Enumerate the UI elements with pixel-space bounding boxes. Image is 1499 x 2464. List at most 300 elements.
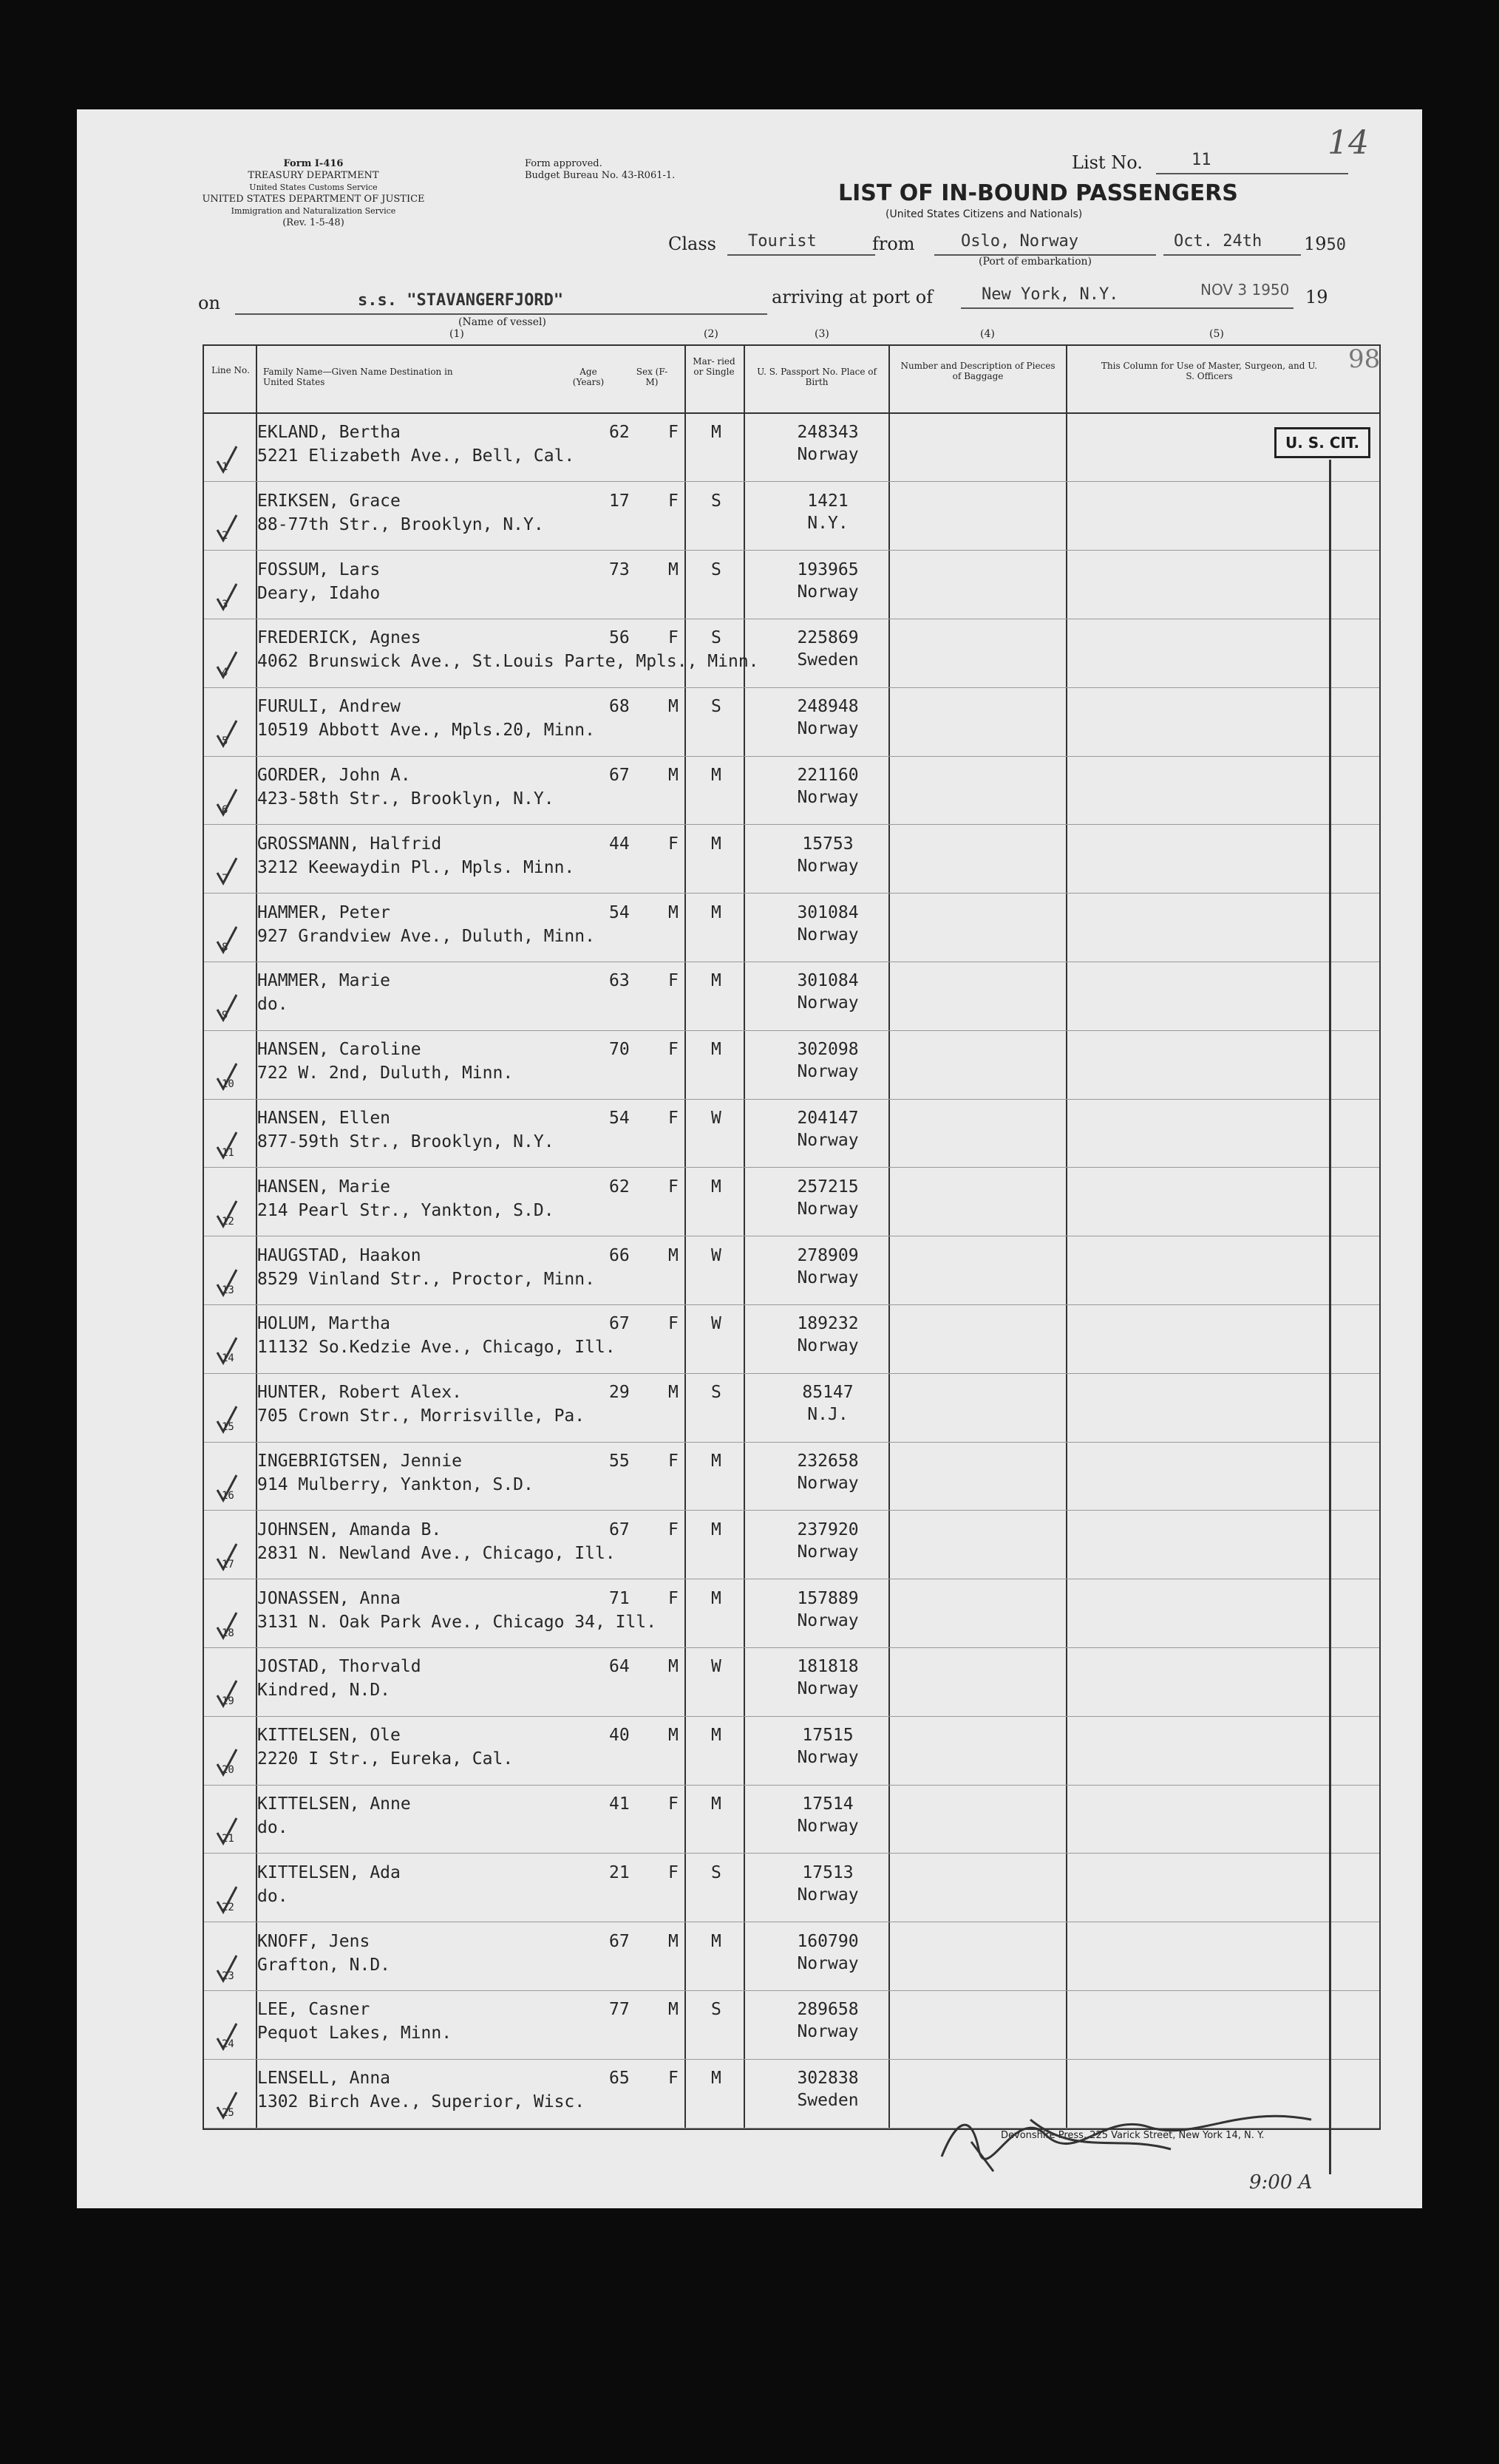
line-number: 6 bbox=[222, 804, 228, 816]
check-mark-icon bbox=[216, 788, 238, 817]
place-of-birth: Norway bbox=[797, 1679, 859, 1699]
table-row bbox=[204, 1511, 1379, 1579]
table-row bbox=[204, 962, 1379, 1030]
table-row bbox=[204, 1923, 1379, 1991]
check-mark-icon bbox=[216, 993, 238, 1023]
budget-bureau: Budget Bureau No. 43-R061-1. bbox=[525, 170, 676, 181]
passenger-name: KITTELSEN, Ole bbox=[257, 1726, 401, 1746]
table-row bbox=[204, 894, 1379, 962]
passenger-name: ERIKSEN, Grace bbox=[257, 491, 401, 511]
passenger-name: HAMMER, Marie bbox=[257, 971, 391, 991]
place-of-birth: Norway bbox=[797, 856, 859, 876]
header-officers: This Column for Use of Master, Surgeon, and U. S. Officers bbox=[1101, 361, 1318, 381]
passenger-marital-status: M bbox=[711, 902, 721, 922]
passenger-sex: F bbox=[668, 423, 679, 442]
year-prefix bbox=[1304, 234, 1346, 254]
passenger-address: 88-77th Str., Brooklyn, N.Y. bbox=[257, 514, 544, 534]
check-mark-icon bbox=[216, 1131, 238, 1160]
table-row bbox=[204, 688, 1379, 756]
table-row bbox=[204, 414, 1379, 482]
passenger-sex: F bbox=[668, 1314, 679, 1334]
passport-number: 157889 bbox=[797, 1588, 859, 1608]
passenger-marital-status: M bbox=[711, 1794, 721, 1814]
passport-number: 248343 bbox=[797, 423, 859, 442]
passenger-sex: M bbox=[668, 697, 679, 717]
passenger-sex: M bbox=[668, 1245, 679, 1265]
passenger-name: KITTELSEN, Ada bbox=[257, 1862, 401, 1882]
passenger-name: HANSEN, Marie bbox=[257, 1177, 391, 1197]
manifest-page bbox=[77, 109, 1422, 2208]
passenger-name: FREDERICK, Agnes bbox=[257, 628, 421, 648]
passenger-name: LENSELL, Anna bbox=[257, 2069, 391, 2089]
us-citizen-stamp: U. S. CIT. bbox=[1274, 427, 1370, 458]
line-number: 19 bbox=[222, 1695, 234, 1708]
place-of-birth: Norway bbox=[797, 445, 859, 464]
table-row bbox=[204, 1031, 1379, 1099]
passenger-address: Deary, Idaho bbox=[257, 583, 381, 603]
place-of-birth: Norway bbox=[797, 719, 859, 739]
passenger-sex: F bbox=[668, 1519, 679, 1539]
list-number-underline bbox=[1156, 173, 1348, 174]
arrival-underline bbox=[961, 307, 1294, 309]
passenger-sex: M bbox=[668, 902, 679, 922]
passenger-name: LEE, Casner bbox=[257, 2000, 370, 2020]
passenger-sex: F bbox=[668, 834, 679, 854]
table-row bbox=[204, 1374, 1379, 1442]
passenger-address: 5221 Elizabeth Ave., Bell, Cal. bbox=[257, 446, 575, 466]
passenger-age: 73 bbox=[609, 559, 630, 579]
passport-number: 301084 bbox=[797, 971, 859, 991]
arrival-port: New York, N.Y. bbox=[982, 285, 1119, 304]
passenger-address: Grafton, N.D. bbox=[257, 1955, 391, 1975]
place-of-birth: Norway bbox=[797, 1267, 859, 1287]
passenger-address: 927 Grandview Ave., Duluth, Minn. bbox=[257, 926, 595, 946]
passenger-age: 41 bbox=[609, 1794, 630, 1814]
passport-number: 237920 bbox=[797, 1519, 859, 1539]
on-label: on bbox=[198, 293, 220, 313]
passenger-marital-status: S bbox=[711, 1862, 721, 1882]
passport-number: 289658 bbox=[797, 2000, 859, 2020]
line-number: 11 bbox=[222, 1147, 234, 1159]
list-number-label: List No. bbox=[1072, 152, 1143, 173]
passenger-address: do. bbox=[257, 995, 288, 1015]
place-of-birth: Norway bbox=[797, 1131, 859, 1150]
passenger-name: EKLAND, Bertha bbox=[257, 423, 401, 442]
passenger-name: HANSEN, Caroline bbox=[257, 1040, 421, 1060]
passport-number: 232658 bbox=[797, 1451, 859, 1471]
passenger-sex: F bbox=[668, 1109, 679, 1128]
arrival-year-prefix: 19 bbox=[1305, 287, 1328, 307]
passenger-age: 56 bbox=[609, 628, 630, 648]
passenger-age: 54 bbox=[609, 902, 630, 922]
passport-number: 301084 bbox=[797, 902, 859, 922]
check-mark-icon bbox=[216, 1885, 238, 1915]
header-sex: Sex (F-M) bbox=[636, 367, 668, 387]
line-number: 17 bbox=[222, 1558, 234, 1570]
passport-number: 257215 bbox=[797, 1177, 859, 1197]
form-number: Form I-416 bbox=[283, 158, 344, 169]
passenger-name: INGEBRIGTSEN, Jennie bbox=[257, 1451, 462, 1471]
passenger-marital-status: S bbox=[711, 628, 721, 648]
arriving-label: arriving at port of bbox=[772, 287, 934, 307]
officer-signature bbox=[927, 2090, 1326, 2179]
passenger-age: 71 bbox=[609, 1588, 630, 1608]
embarkation-note: (Port of embarkation) bbox=[979, 256, 1092, 268]
class-label: Class bbox=[668, 234, 716, 254]
passenger-age: 65 bbox=[609, 2069, 630, 2089]
table-row bbox=[204, 1443, 1379, 1511]
passenger-age: 63 bbox=[609, 971, 630, 991]
place-of-birth: Sweden bbox=[797, 2091, 859, 2111]
table-row bbox=[204, 483, 1379, 551]
passenger-address: 214 Pearl Str., Yankton, S.D. bbox=[257, 1200, 554, 1220]
passenger-age: 77 bbox=[609, 2000, 630, 2020]
line-number: 4 bbox=[222, 667, 228, 679]
header-line-no: Line No. bbox=[211, 365, 250, 375]
check-mark-icon bbox=[216, 1474, 238, 1503]
revision-date: (Rev. 1-5-48) bbox=[282, 217, 344, 228]
passport-number: 85147 bbox=[802, 1383, 854, 1403]
place-of-birth: Norway bbox=[797, 1336, 859, 1356]
passenger-address: do. bbox=[257, 1818, 288, 1837]
passenger-marital-status: W bbox=[711, 1314, 721, 1334]
header-baggage: Number and Description of Pieces of Baggage bbox=[900, 361, 1056, 381]
passport-number: 189232 bbox=[797, 1314, 859, 1334]
page-subtitle: (United States Citizens and Nationals) bbox=[886, 208, 1083, 220]
passenger-sex: M bbox=[668, 1657, 679, 1677]
check-mark-icon bbox=[216, 1611, 238, 1641]
place-of-birth: Norway bbox=[797, 993, 859, 1013]
place-of-birth: Norway bbox=[797, 582, 859, 602]
table-row bbox=[204, 1717, 1379, 1785]
passenger-marital-status: M bbox=[711, 1931, 721, 1951]
check-mark-icon bbox=[216, 1817, 238, 1846]
passenger-marital-status: M bbox=[711, 1519, 721, 1539]
passport-number: 17515 bbox=[802, 1726, 854, 1746]
line-number: 21 bbox=[222, 1833, 234, 1845]
passenger-address: 3212 Keewaydin Pl., Mpls. Minn. bbox=[257, 857, 575, 877]
passenger-marital-status: S bbox=[711, 1383, 721, 1403]
passenger-age: 55 bbox=[609, 1451, 630, 1471]
passenger-marital-status: W bbox=[711, 1245, 721, 1265]
passenger-age: 62 bbox=[609, 423, 630, 442]
column-number-5: (5) bbox=[1209, 328, 1224, 340]
table-row bbox=[204, 826, 1379, 894]
passenger-address: Pequot Lakes, Minn. bbox=[257, 2024, 452, 2043]
passport-number: 17513 bbox=[802, 1862, 854, 1882]
vessel-note: (Name of vessel) bbox=[458, 316, 546, 328]
table-row bbox=[204, 619, 1379, 687]
vessel-name: s.s. "STAVANGERFJORD" bbox=[358, 291, 564, 310]
table-row bbox=[204, 1786, 1379, 1854]
passenger-address: Kindred, N.D. bbox=[257, 1681, 391, 1701]
place-of-birth: N.J. bbox=[807, 1405, 849, 1425]
table-row bbox=[204, 1854, 1379, 1922]
passport-number: 302838 bbox=[797, 2069, 859, 2089]
place-of-birth: Norway bbox=[797, 2022, 859, 2042]
passport-number: 204147 bbox=[797, 1109, 859, 1128]
check-mark-icon bbox=[216, 1954, 238, 1984]
column-number-1: (1) bbox=[449, 328, 464, 340]
place-of-birth: Norway bbox=[797, 1610, 859, 1630]
passenger-marital-status: M bbox=[711, 1451, 721, 1471]
page-number: 98 bbox=[1348, 344, 1381, 374]
place-of-birth: Norway bbox=[797, 1062, 859, 1082]
line-number: 13 bbox=[222, 1284, 234, 1296]
passenger-age: 67 bbox=[609, 1519, 630, 1539]
place-of-birth: Norway bbox=[797, 1817, 859, 1836]
table-row bbox=[204, 1648, 1379, 1716]
header-passport: U. S. Passport No. Place of Birth bbox=[757, 367, 877, 387]
passenger-name: JONASSEN, Anna bbox=[257, 1588, 401, 1608]
passenger-address: 11132 So.Kedzie Ave., Chicago, Ill. bbox=[257, 1338, 616, 1358]
place-of-birth: Norway bbox=[797, 1885, 859, 1905]
passport-number: 17514 bbox=[802, 1794, 854, 1814]
passenger-rows bbox=[204, 414, 1379, 2128]
passport-number: 181818 bbox=[797, 1657, 859, 1677]
line-number: 15 bbox=[222, 1421, 234, 1434]
passport-number: 1421 bbox=[807, 491, 849, 511]
passenger-name: FOSSUM, Lars bbox=[257, 559, 381, 579]
passenger-sex: M bbox=[668, 1383, 679, 1403]
list-number: 11 bbox=[1192, 151, 1211, 169]
place-of-birth: Norway bbox=[797, 1542, 859, 1562]
passenger-age: 67 bbox=[609, 1931, 630, 1951]
passenger-sex: F bbox=[668, 971, 679, 991]
passenger-age: 40 bbox=[609, 1726, 630, 1746]
passenger-name: KNOFF, Jens bbox=[257, 1931, 370, 1951]
passenger-name: HUNTER, Robert Alex. bbox=[257, 1383, 462, 1403]
passenger-address: 2220 I Str., Eureka, Cal. bbox=[257, 1749, 514, 1769]
passenger-marital-status: M bbox=[711, 1177, 721, 1197]
line-number: 12 bbox=[222, 1215, 234, 1228]
passenger-age: 62 bbox=[609, 1177, 630, 1197]
check-mark-icon bbox=[216, 1405, 238, 1435]
passenger-table bbox=[203, 344, 1381, 2130]
passenger-age: 70 bbox=[609, 1040, 630, 1060]
passenger-name: GROSSMANN, Halfrid bbox=[257, 834, 442, 854]
table-row bbox=[204, 1580, 1379, 1648]
check-mark-icon bbox=[216, 719, 238, 749]
passenger-marital-status: M bbox=[711, 423, 721, 442]
passport-number: 221160 bbox=[797, 766, 859, 785]
passenger-marital-status: M bbox=[711, 2069, 721, 2089]
passenger-sex: F bbox=[668, 1451, 679, 1471]
check-mark-icon bbox=[216, 1199, 238, 1229]
passenger-marital-status: W bbox=[711, 1109, 721, 1128]
printer-credit: Devonshire Press, 225 Varick Street, New York 14, N. Y. bbox=[1001, 2130, 1265, 2141]
year-value: 50 bbox=[1326, 236, 1347, 254]
line-number: 24 bbox=[222, 2038, 234, 2051]
column-number-3: (3) bbox=[815, 328, 829, 340]
passenger-marital-status: M bbox=[711, 834, 721, 854]
passenger-marital-status: M bbox=[711, 1588, 721, 1608]
check-mark-icon bbox=[216, 2091, 238, 2120]
departure-date: Oct. 24th bbox=[1174, 232, 1262, 251]
line-number: 22 bbox=[222, 1901, 234, 1913]
line-number: 16 bbox=[222, 1490, 234, 1502]
passport-number: 225869 bbox=[797, 628, 859, 648]
passenger-name: JOHNSEN, Amanda B. bbox=[257, 1519, 442, 1539]
line-number: 3 bbox=[222, 598, 228, 610]
passenger-age: 21 bbox=[609, 1862, 630, 1882]
passenger-age: 54 bbox=[609, 1109, 630, 1128]
table-row bbox=[204, 1305, 1379, 1373]
check-mark-icon bbox=[216, 445, 238, 474]
form-agency-block bbox=[158, 158, 469, 229]
year-prefix-text: 19 bbox=[1304, 234, 1327, 254]
passenger-name: HOLUM, Martha bbox=[257, 1314, 391, 1334]
page-title: LIST OF IN-BOUND PASSENGERS bbox=[838, 180, 1238, 206]
form-approval bbox=[525, 158, 675, 182]
passenger-age: 66 bbox=[609, 1245, 630, 1265]
passenger-name: HAUGSTAD, Haakon bbox=[257, 1245, 421, 1265]
passenger-name: JOSTAD, Thorvald bbox=[257, 1657, 421, 1677]
place-of-birth: Norway bbox=[797, 788, 859, 807]
line-number: 10 bbox=[222, 1078, 234, 1091]
passenger-address: 4062 Brunswick Ave., St.Louis Parte, Mpls., Minn. bbox=[257, 652, 759, 672]
passenger-name: HANSEN, Ellen bbox=[257, 1109, 391, 1128]
line-number: 1 bbox=[222, 461, 228, 473]
passenger-age: 17 bbox=[609, 491, 630, 511]
passenger-address: 3131 N. Oak Park Ave., Chicago 34, Ill. bbox=[257, 1612, 657, 1632]
table-row bbox=[204, 1168, 1379, 1236]
header-age: Age (Years) bbox=[572, 367, 605, 387]
passenger-sex: M bbox=[668, 1726, 679, 1746]
place-of-birth: Norway bbox=[797, 1474, 859, 1493]
header-married: Mar- ried or Single bbox=[693, 356, 735, 377]
line-number: 18 bbox=[222, 1627, 234, 1639]
place-of-birth: Norway bbox=[797, 1748, 859, 1768]
line-number: 8 bbox=[222, 941, 228, 953]
check-mark-icon bbox=[216, 1679, 238, 1709]
passport-number: 248948 bbox=[797, 697, 859, 717]
passenger-address: 8529 Vinland Str., Proctor, Minn. bbox=[257, 1269, 595, 1289]
vessel-underline bbox=[235, 313, 767, 315]
line-number: 5 bbox=[222, 735, 228, 748]
officer-column-line bbox=[1329, 460, 1331, 2174]
passenger-sex: M bbox=[668, 766, 679, 785]
handwritten-corner-number: 14 bbox=[1328, 124, 1369, 162]
check-mark-icon bbox=[216, 925, 238, 955]
passenger-marital-status: M bbox=[711, 1040, 721, 1060]
passenger-address: 10519 Abbott Ave., Mpls.20, Minn. bbox=[257, 721, 595, 741]
passenger-address: do. bbox=[257, 1886, 288, 1906]
from-label: from bbox=[872, 234, 915, 254]
line-number: 14 bbox=[222, 1352, 234, 1365]
passenger-address: 877-59th Str., Brooklyn, N.Y. bbox=[257, 1132, 554, 1151]
passenger-name: GORDER, John A. bbox=[257, 766, 411, 785]
treasury-department: TREASURY DEPARTMENT bbox=[248, 170, 379, 181]
passenger-address: 1302 Birch Ave., Superior, Wisc. bbox=[257, 2092, 585, 2112]
place-of-birth: Sweden bbox=[797, 650, 859, 670]
passenger-marital-status: M bbox=[711, 766, 721, 785]
table-row bbox=[204, 551, 1379, 619]
passenger-address: 705 Crown Str., Morrisville, Pa. bbox=[257, 1406, 585, 1426]
passenger-sex: F bbox=[668, 491, 679, 511]
place-of-birth: Norway bbox=[797, 925, 859, 945]
line-number: 25 bbox=[222, 2107, 234, 2120]
passenger-name: HAMMER, Peter bbox=[257, 902, 391, 922]
date-underline bbox=[1163, 254, 1301, 256]
passport-number: 278909 bbox=[797, 1245, 859, 1265]
passenger-sex: F bbox=[668, 1588, 679, 1608]
passport-number: 302098 bbox=[797, 1040, 859, 1060]
passenger-marital-status: S bbox=[711, 697, 721, 717]
embarkation-port: Oslo, Norway bbox=[961, 232, 1078, 251]
table-row bbox=[204, 1237, 1379, 1305]
immigration-service: Immigration and Naturalization Service bbox=[231, 206, 396, 216]
passenger-age: 67 bbox=[609, 766, 630, 785]
check-mark-icon bbox=[216, 857, 238, 886]
passenger-age: 64 bbox=[609, 1657, 630, 1677]
passenger-address: 2831 N. Newland Ave., Chicago, Ill. bbox=[257, 1543, 616, 1563]
passenger-sex: F bbox=[668, 1794, 679, 1814]
passenger-sex: F bbox=[668, 628, 679, 648]
passenger-marital-status: M bbox=[711, 971, 721, 991]
table-row bbox=[204, 757, 1379, 825]
place-of-birth: Norway bbox=[797, 1199, 859, 1219]
place-of-birth: N.Y. bbox=[807, 513, 849, 533]
class-underline bbox=[727, 254, 875, 256]
passenger-age: 44 bbox=[609, 834, 630, 854]
passenger-marital-status: M bbox=[711, 1726, 721, 1746]
check-mark-icon bbox=[216, 1336, 238, 1366]
passenger-address: 722 W. 2nd, Duluth, Minn. bbox=[257, 1063, 514, 1083]
arrival-date-stamp: NOV 3 1950 bbox=[1200, 281, 1290, 299]
check-mark-icon bbox=[216, 582, 238, 612]
passenger-sex: F bbox=[668, 1862, 679, 1882]
passenger-sex: F bbox=[668, 1177, 679, 1197]
line-number: 2 bbox=[222, 529, 228, 542]
table-row bbox=[204, 1991, 1379, 2059]
passenger-age: 29 bbox=[609, 1383, 630, 1403]
passenger-sex: M bbox=[668, 2000, 679, 2020]
passenger-name: KITTELSEN, Anne bbox=[257, 1794, 411, 1814]
header-name: Family Name—Given Name Destination in United States bbox=[263, 367, 453, 387]
check-mark-icon bbox=[216, 1268, 238, 1298]
passenger-marital-status: W bbox=[711, 1657, 721, 1677]
class-value: Tourist bbox=[748, 232, 817, 251]
check-mark-icon bbox=[216, 2022, 238, 2052]
table-row bbox=[204, 1100, 1379, 1168]
passenger-marital-status: S bbox=[711, 559, 721, 579]
passenger-sex: F bbox=[668, 2069, 679, 2089]
place-of-birth: Norway bbox=[797, 1953, 859, 1973]
passport-number: 160790 bbox=[797, 1931, 859, 1951]
line-number: 20 bbox=[222, 1764, 234, 1777]
column-number-4: (4) bbox=[980, 328, 995, 340]
passport-number: 15753 bbox=[802, 834, 854, 854]
check-mark-icon bbox=[216, 650, 238, 680]
passenger-address: 423-58th Str., Brooklyn, N.Y. bbox=[257, 789, 554, 809]
check-mark-icon bbox=[216, 1062, 238, 1092]
line-number: 9 bbox=[222, 1010, 228, 1022]
passenger-sex: M bbox=[668, 1931, 679, 1951]
passenger-marital-status: S bbox=[711, 491, 721, 511]
passport-number: 193965 bbox=[797, 559, 859, 579]
check-mark-icon bbox=[216, 1748, 238, 1777]
passenger-age: 68 bbox=[609, 697, 630, 717]
justice-department: UNITED STATES DEPARTMENT OF JUSTICE bbox=[202, 194, 425, 205]
passenger-name: FURULI, Andrew bbox=[257, 697, 401, 717]
column-number-2: (2) bbox=[704, 328, 718, 340]
passenger-sex: M bbox=[668, 559, 679, 579]
check-mark-icon bbox=[216, 514, 238, 543]
passenger-sex: F bbox=[668, 1040, 679, 1060]
handwritten-time: 9:00 A bbox=[1249, 2171, 1313, 2194]
form-approved: Form approved. bbox=[525, 158, 602, 169]
